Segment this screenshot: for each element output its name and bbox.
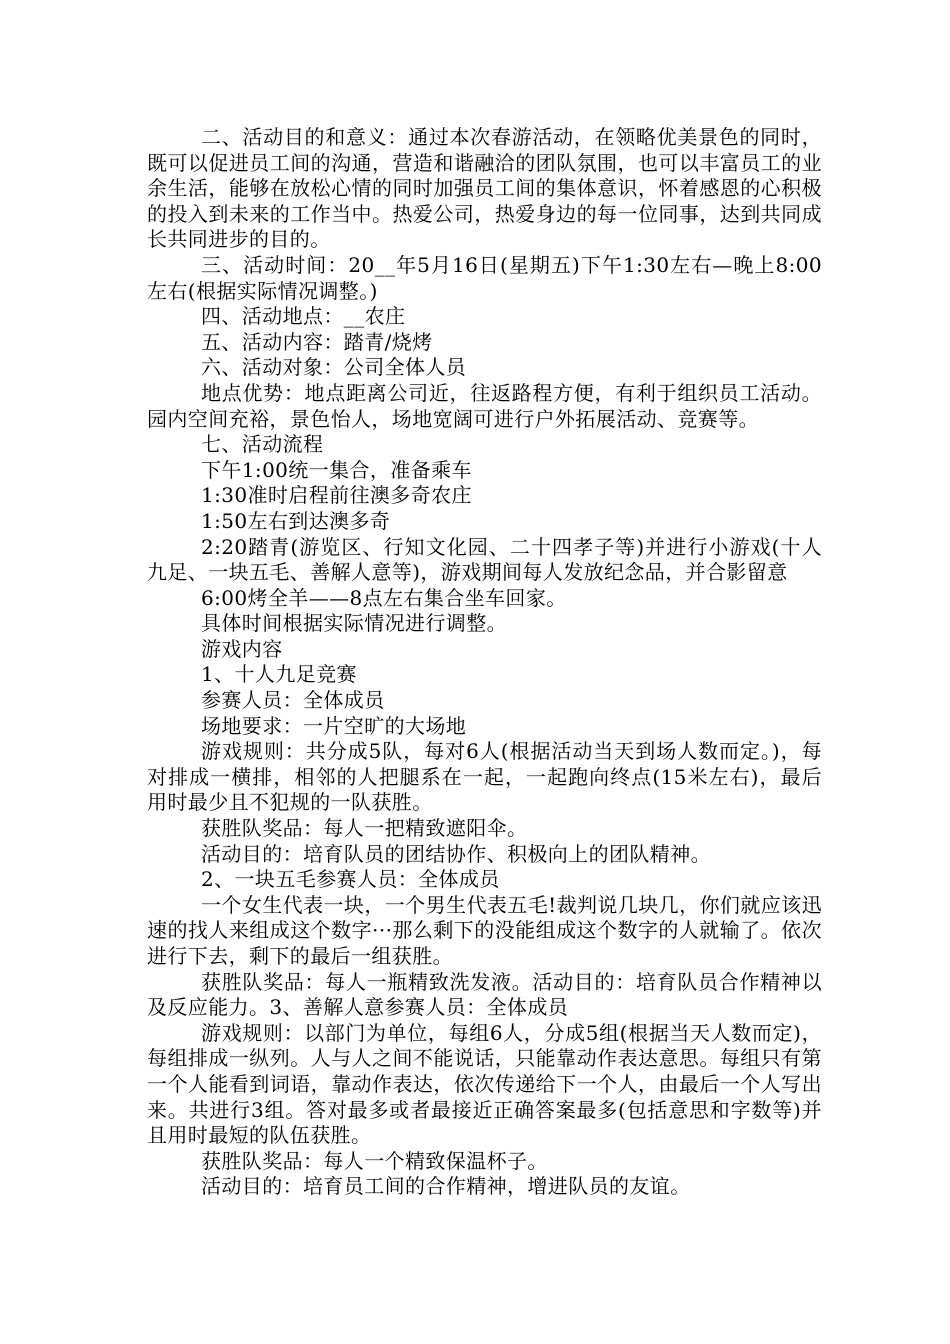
paragraph-game1-title: 1、十人九足竞赛	[201, 662, 357, 687]
paragraph-schedule-note: 具体时间根据实际情况进行调整。	[201, 611, 507, 636]
paragraph-game3-prize: 获胜队奖品：每人一个精致保温杯子。	[201, 1148, 548, 1173]
paragraph-process-heading: 七、活动流程	[201, 432, 324, 457]
paragraph-game2-rules: 一个女生代表一块，一个男生代表五毛!裁判说几块几，你们就应该迅速的找人来组成这个数字···那么剩下的没能组成这个数字的人就输了。依次进行下去，剩下的最后一组获胜。	[147, 892, 822, 968]
paragraph-game3-goal: 活动目的：培育员工间的合作精神，增进队员的友谊。	[201, 1174, 691, 1199]
paragraph-schedule-5: 6:00烤全羊——8点左右集合坐车回家。	[201, 585, 567, 610]
paragraph-schedule-2: 1:30准时启程前往澳多奇农庄	[201, 483, 472, 508]
paragraph-schedule-1: 下午1:00统一集合，准备乘车	[201, 457, 472, 482]
paragraph-game1-rules: 游戏规则：共分成5队，每对6人(根据活动当天到场人数而定。)，每对排成一横排，相邻的人把腿系在一起，一起跑向终点(15米左右)，最后用时最少且不犯规的一队获胜。	[147, 739, 822, 815]
paragraph-game1-venue: 场地要求：一片空旷的大场地	[201, 713, 467, 738]
paragraph-game1-goal: 活动目的：培育队员的团结协作、积极向上的团队精神。	[201, 841, 711, 866]
paragraph-schedule-3: 1:50左右到达澳多奇	[201, 508, 391, 533]
paragraph-game2-title: 2、一块五毛参赛人员：全体成员	[201, 867, 500, 892]
document-body	[147, 125, 822, 1200]
paragraph-content: 五、活动内容：踏青/烧烤	[201, 329, 433, 354]
paragraph-game1-prize: 获胜队奖品：每人一把精致遮阳伞。	[201, 816, 528, 841]
paragraph-location-advantage: 地点优势：地点距离公司近，往返路程方便，有利于组织员工活动。园内空间充裕，景色怡人，场地宽阔可进行户外拓展活动、竞赛等。	[147, 380, 822, 431]
paragraph-game1-participants: 参赛人员：全体成员	[201, 688, 385, 713]
paragraph-time: 三、活动时间：20__年5月16日(星期五)下午1:30左右—晚上8:00左右(根据实际情况调整。)	[147, 252, 822, 303]
paragraph-purpose: 二、活动目的和意义：通过本次春游活动，在领略优美景色的同时，既可以促进员工间的沟通，营造和谐融洽的团队氛围，也可以丰富员工的业余生活，能够在放松心情的同时加强员工间的集体意识，怀着感恩的心积极的投入到未来的工作当中。热爱公司，热爱身边的每一位同事，达到共同成长共同进步的目的。	[147, 125, 822, 252]
paragraph-games-heading: 游戏内容	[201, 636, 283, 661]
paragraph-audience: 六、活动对象：公司全体人员	[201, 355, 467, 380]
paragraph-game3-rules: 游戏规则：以部门为单位，每组6人，分成5组(根据当天人数而定)，每组排成一纵列。人与人之间不能说话，只能靠动作表达意思。每组只有第一个人能看到词语，靠动作表达，依次传递给下一个人，由最后一个人写出来。共进行3组。答对最多或者最接近正确答案最多(包括意思和字数等)并且用时最短的队伍获胜。	[147, 1020, 822, 1148]
paragraph-game2-prize: 获胜队奖品：每人一瓶精致洗发液。活动目的：培育队员合作精神以及反应能力。3、善解人意参赛人员：全体成员	[147, 969, 822, 1020]
paragraph-location: 四、活动地点：__农庄	[201, 304, 406, 329]
paragraph-schedule-4: 2:20踏青(游览区、行知文化园、二十四孝子等)并进行小游戏(十人九足、一块五毛、善解人意等)，游戏期间每人发放纪念品，并合影留意	[147, 534, 822, 585]
